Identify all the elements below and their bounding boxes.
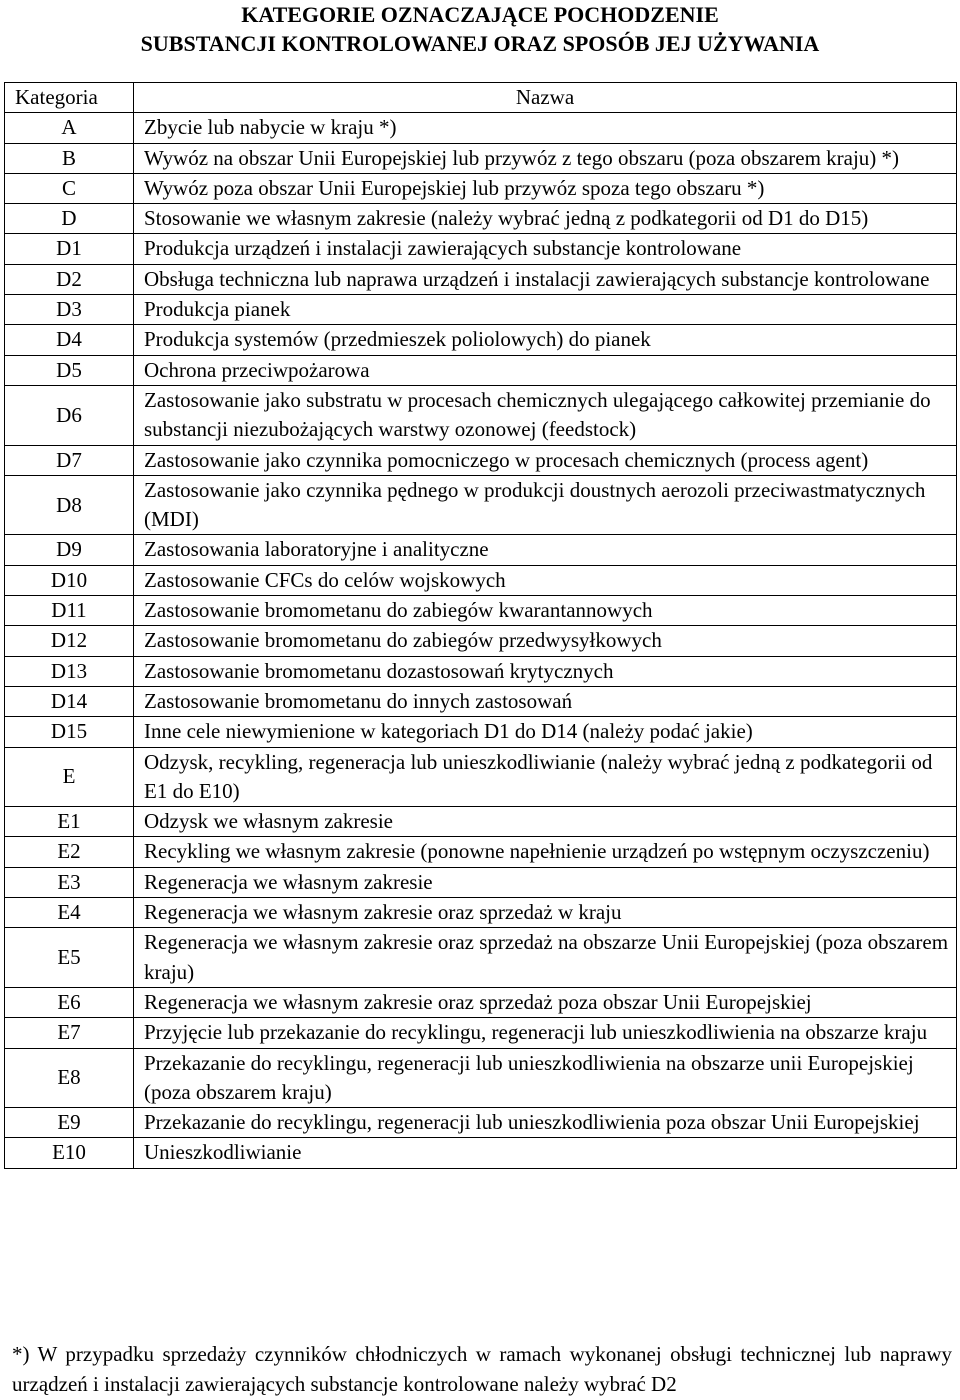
category-name: Zastosowanie jako substratu w procesach chemicznych ulegającego całkowitej przemianie do substancji niezubożających warstwy ozonowej (feedstock): [134, 385, 957, 445]
category-code: B: [5, 143, 134, 173]
category-name: Regeneracja we własnym zakresie oraz sprzedaż na obszarze Unii Europejskiej (poza obszarem kraju): [134, 928, 957, 988]
category-code: E1: [5, 807, 134, 837]
table-row: [5, 385, 957, 445]
category-code: D2: [5, 264, 134, 294]
table-row: [5, 264, 957, 294]
category-name: Wywóz na obszar Unii Europejskiej lub przywóz z tego obszaru (poza obszarem kraju) *): [134, 143, 957, 173]
table-row: [5, 717, 957, 747]
category-code: C: [5, 173, 134, 203]
category-name: Wywóz poza obszar Unii Europejskiej lub przywóz spoza tego obszaru *): [134, 173, 957, 203]
category-name: Ochrona przeciwpożarowa: [134, 355, 957, 385]
category-code: D9: [5, 535, 134, 565]
category-name: Regeneracja we własnym zakresie: [134, 867, 957, 897]
category-name: Zbycie lub nabycie w kraju *): [134, 113, 957, 143]
category-code: D8: [5, 475, 134, 535]
page-title-line-1: KATEGORIE OZNACZAJĄCE POCHODZENIE: [241, 2, 719, 27]
category-code: E5: [5, 928, 134, 988]
category-code: E6: [5, 987, 134, 1017]
category-code: D6: [5, 385, 134, 445]
table-row: [5, 686, 957, 716]
table-row: [5, 475, 957, 535]
category-name: Odzysk, recykling, regeneracja lub unieszkodliwianie (należy wybrać jedną z podkategorii od E1 do E10): [134, 747, 957, 807]
category-code: D14: [5, 686, 134, 716]
category-name: Zastosowanie CFCs do celów wojskowych: [134, 565, 957, 595]
table-row: [5, 143, 957, 173]
category-code: E10: [5, 1138, 134, 1168]
category-code: D1: [5, 234, 134, 264]
table-row: [5, 445, 957, 475]
category-code: E4: [5, 898, 134, 928]
table-row: [5, 656, 957, 686]
category-name: Zastosowanie bromometanu do zabiegów przedwysyłkowych: [134, 626, 957, 656]
column-header-category: Kategoria: [5, 83, 134, 113]
category-name: Regeneracja we własnym zakresie oraz sprzedaż poza obszar Unii Europejskiej: [134, 987, 957, 1017]
category-code: D3: [5, 295, 134, 325]
category-name: Inne cele niewymienione w kategoriach D1 do D14 (należy podać jakie): [134, 717, 957, 747]
table-row: [5, 626, 957, 656]
category-code: D12: [5, 626, 134, 656]
category-name: Odzysk we własnym zakresie: [134, 807, 957, 837]
category-name: Zastosowanie bromometanu do innych zastosowań: [134, 686, 957, 716]
table-body: [5, 113, 957, 1168]
category-code: E2: [5, 837, 134, 867]
category-code: D: [5, 204, 134, 234]
category-code: D5: [5, 355, 134, 385]
category-code: E9: [5, 1108, 134, 1138]
table-row: [5, 1018, 957, 1048]
table-row: [5, 1138, 957, 1168]
category-code: E3: [5, 867, 134, 897]
table-row: [5, 807, 957, 837]
category-code: D4: [5, 325, 134, 355]
table-row: [5, 1108, 957, 1138]
table-row: [5, 987, 957, 1017]
category-name: Regeneracja we własnym zakresie oraz sprzedaż w kraju: [134, 898, 957, 928]
category-code: E7: [5, 1018, 134, 1048]
category-code: A: [5, 113, 134, 143]
category-name: Recykling we własnym zakresie (ponowne napełnienie urządzeń po wstępnym oczyszczeniu): [134, 837, 957, 867]
category-name: Produkcja systemów (przedmieszek poliolowych) do pianek: [134, 325, 957, 355]
table-row: [5, 355, 957, 385]
table-row: [5, 173, 957, 203]
category-name: Zastosowanie bromometanu do zabiegów kwarantannowych: [134, 596, 957, 626]
category-code: E: [5, 747, 134, 807]
category-name: Produkcja pianek: [134, 295, 957, 325]
page-title: [0, 0, 960, 58]
table-header-row: [5, 83, 957, 113]
category-code: D15: [5, 717, 134, 747]
table-row: [5, 596, 957, 626]
table-row: [5, 565, 957, 595]
table-row: [5, 867, 957, 897]
category-name: Zastosowanie bromometanu dozastosowań krytycznych: [134, 656, 957, 686]
category-name: Zastosowanie jako czynnika pomocniczego w procesach chemicznych (process agent): [134, 445, 957, 475]
table-row: [5, 204, 957, 234]
table-row: [5, 234, 957, 264]
category-code: D7: [5, 445, 134, 475]
category-code: D13: [5, 656, 134, 686]
table-row: [5, 837, 957, 867]
table-row: [5, 747, 957, 807]
category-table: [4, 82, 957, 1169]
column-header-name: Nazwa: [134, 83, 957, 113]
category-code: D10: [5, 565, 134, 595]
category-name: Przyjęcie lub przekazanie do recyklingu, regeneracji lub unieszkodliwienia na obszarze kraju: [134, 1018, 957, 1048]
page-title-line-2: SUBSTANCJI KONTROLOWANEJ ORAZ SPOSÓB JEJ UŻYWANIA: [140, 31, 820, 56]
category-name: Przekazanie do recyklingu, regeneracji lub unieszkodliwienia na obszarze unii Europejskiej (poza obszarem kraju): [134, 1048, 957, 1108]
footnote: *) W przypadku sprzedaży czynników chłodniczych w ramach wykonanej obsługi technicznej lub naprawy urządzeń i instalacji zawierających substancje kontrolowane należy wybrać D2: [12, 1342, 952, 1396]
table-row: [5, 928, 957, 988]
category-name: Przekazanie do recyklingu, regeneracji lub unieszkodliwienia poza obszar Unii Europejskiej: [134, 1108, 957, 1138]
category-name: Zastosowanie jako czynnika pędnego w produkcji doustnych aerozoli przeciwastmatycznych (MDI): [134, 475, 957, 535]
category-name: Obsługa techniczna lub naprawa urządzeń i instalacji zawierających substancje kontrolowane: [134, 264, 957, 294]
table-row: [5, 535, 957, 565]
table-row: [5, 1048, 957, 1108]
table-row: [5, 898, 957, 928]
category-name: Stosowanie we własnym zakresie (należy wybrać jedną z podkategorii od D1 do D15): [134, 204, 957, 234]
table-row: [5, 113, 957, 143]
category-name: Unieszkodliwianie: [134, 1138, 957, 1168]
table-row: [5, 295, 957, 325]
category-code: D11: [5, 596, 134, 626]
category-name: Produkcja urządzeń i instalacji zawierających substancje kontrolowane: [134, 234, 957, 264]
table-row: [5, 325, 957, 355]
category-code: E8: [5, 1048, 134, 1108]
category-name: Zastosowania laboratoryjne i analityczne: [134, 535, 957, 565]
